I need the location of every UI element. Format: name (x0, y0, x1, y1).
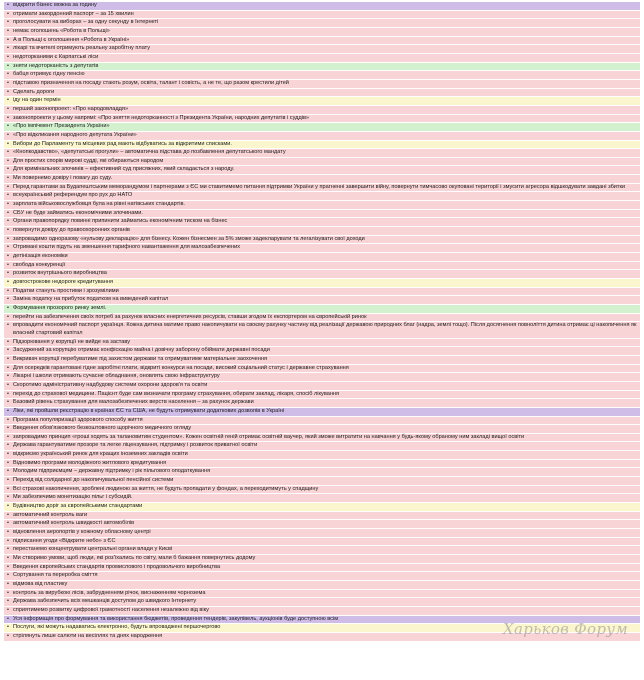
list-item-text: Формування прозорого ринку землі. (13, 304, 107, 311)
list-item-text: проголосувати на виборах – за одну секунду в Інтернеті (13, 19, 159, 26)
list-item-text: всеукраїнський референдум про рух до НАТО (13, 192, 133, 199)
bullet-icon: • (7, 537, 9, 544)
list-item-text: Програма популяризації здорового способу життя (13, 416, 143, 423)
list-item-text: А в Польщі є оголошення «Робота в Україні» (13, 36, 130, 43)
bullet-icon: • (7, 131, 9, 138)
list-item (4, 115, 640, 124)
list-item (4, 192, 640, 201)
bullet-icon: • (7, 425, 9, 432)
bullet-icon: • (7, 304, 9, 311)
list-item (4, 607, 640, 616)
list-item (4, 581, 640, 590)
bullet-icon: • (7, 19, 9, 26)
bullet-icon: • (7, 270, 9, 277)
list-item (4, 546, 640, 555)
bullet-icon: • (7, 451, 9, 458)
list-item (4, 218, 640, 227)
bullet-icon: • (7, 503, 9, 510)
list-item (4, 365, 640, 374)
bullet-icon: • (7, 381, 9, 388)
list-item-text: Для осередків гарантовані гідне заробітні плати, відкриті конкурси на посади, високий соціальний статус і державне страхування (13, 364, 349, 371)
bullet-icon: • (7, 589, 9, 596)
bullet-icon: • (7, 2, 9, 8)
list-item-text: автоматичний контроль ваги (13, 511, 88, 518)
list-item-text: «Про імпічмент Президента України» (13, 123, 110, 130)
bullet-icon: • (7, 201, 9, 208)
bullet-icon: • (7, 520, 9, 527)
bullet-icon: • (7, 27, 9, 34)
list-item (4, 399, 640, 408)
list-item-text: перестанемо концентрувати центральні органи влади у Києві (13, 546, 173, 553)
list-item-text: СБУ не буде займатись економічними злочинами. (13, 209, 143, 216)
list-item-text: Будівництво доріг за європейськими стандартами (13, 503, 143, 510)
bullet-icon: • (7, 36, 9, 43)
bullet-icon: • (7, 322, 9, 329)
list-item (4, 434, 640, 443)
list-item (4, 201, 640, 210)
bullet-icon: • (7, 244, 9, 251)
list-item-text: Базовий рівень страхування для малозабезпечених верств населення – за рахунок держави (13, 399, 254, 406)
list-item (4, 166, 640, 175)
bullet-icon: • (7, 477, 9, 484)
list-item-text: Послуги, які можуть надаватись електронно, будуть впроваджені першочергово (13, 624, 221, 631)
list-item-text: Заміна податку на прибуток податком на виведений капітал (13, 296, 169, 303)
list-item-text: розвиток внутрішнього виробництва (13, 270, 107, 277)
list-item-text: автоматичний контроль швидкості автомобілів (13, 520, 135, 527)
bullet-icon: • (7, 97, 9, 104)
list-item-text: Перед гарантами за Будапештським меморандумом і партнерами з ЄС ми ставитимемо питання підтримки України у прагненні завершити війну, повернути тимчасово окуповані території і змусити агресора відшкодувати завдані збитки (13, 183, 626, 190)
bullet-icon: • (7, 632, 9, 639)
list-item-text: Підзорювання у корупції не вийде на заставу (13, 338, 131, 345)
list-item-text: підписання угоди «Відкрите небо» з ЄС (13, 537, 116, 544)
list-item (4, 339, 640, 348)
list-item-text: відмова від пластику (13, 580, 68, 587)
list-item-text: сприятимемо розвитку цифрової грамотності населення незалежно від віку (13, 606, 209, 613)
bullet-icon: • (7, 157, 9, 164)
watermark: Харьков Форум (503, 620, 628, 638)
list-item (4, 141, 640, 150)
list-item (4, 106, 640, 115)
list-item (4, 45, 640, 54)
list-item (4, 503, 640, 512)
bullet-icon: • (7, 598, 9, 605)
list-item (4, 494, 640, 503)
list-item (4, 391, 640, 400)
list-item (4, 347, 640, 356)
bullet-icon: • (7, 279, 9, 285)
list-item-text: Для кримінальних злочинів – ефективний суд присяжних, який складається з народу. (13, 166, 235, 173)
list-item (4, 236, 640, 245)
list-item (4, 19, 640, 28)
list-item (4, 253, 640, 262)
bullet-icon: • (7, 287, 9, 294)
bullet-icon: • (7, 105, 9, 112)
bullet-icon: • (7, 546, 9, 553)
bullet-icon: • (7, 192, 9, 199)
list-item-text: перший законопроект: «Про народовладдя» (13, 105, 129, 112)
list-item (4, 442, 640, 451)
list-item-text: свобода конкуренції (13, 261, 66, 268)
list-item-text: повернути довіру до правоохоронних органів (13, 227, 130, 234)
list-item (4, 227, 640, 236)
list-item-text: іду на один термін (13, 97, 61, 104)
bullet-icon: • (7, 347, 9, 354)
list-item (4, 270, 640, 279)
list-item-text: Введення європейських стандартів промислового і продовольчого виробництва (13, 563, 221, 570)
list-item (4, 322, 640, 338)
list-item (4, 37, 640, 46)
bullet-icon: • (7, 149, 9, 156)
bullet-icon: • (7, 218, 9, 225)
list-item-text: немає оголошень «Робота в Польщі» (13, 27, 110, 34)
list-item-text: запровадимо одноразову «нульову декларацію» для бізнесу. Кожен бізнесмен за 5% зможе задекларувати та легалізувати свої доходи (13, 235, 365, 242)
list-item (4, 123, 640, 132)
bullet-icon: • (7, 529, 9, 536)
list-item (4, 590, 640, 599)
list-item-text: Скоротимо адміністративну надбудову системи охорони здоров'я та освіти (13, 381, 208, 388)
bullet-icon: • (7, 606, 9, 613)
bullet-icon: • (7, 88, 9, 95)
list-item-text: Отримані кошти підуть на зменшення тарифного навантаження для малозабезпечених (13, 244, 240, 251)
bullet-icon: • (7, 227, 9, 234)
bullet-icon: • (7, 390, 9, 397)
bullet-icon: • (7, 511, 9, 518)
list-item (4, 296, 640, 305)
bullet-icon: • (7, 407, 9, 414)
bullet-icon: • (7, 235, 9, 242)
bullet-icon: • (7, 459, 9, 466)
list-item-text: зарплата військовослужбовця була на рівні натівських стандартів. (13, 201, 185, 208)
list-item (4, 572, 640, 581)
list-item (4, 425, 640, 434)
list-item-text: Відновимо програми молодіжного житлового кредитування (13, 459, 167, 466)
list-item-text: «Кнопкодавство», «депутатські прогули» – автоматична підстава до позбавлення депутатського мандату (13, 149, 286, 156)
list-item-text: відкриємо український ринок для кращих іноземних закладів освіти (13, 451, 188, 458)
list-item (4, 356, 640, 365)
list-item-text: контроль за вирубкою лісів, забрудненням річок, виснаженням чорнозема (13, 589, 206, 596)
bullet-icon: • (7, 209, 9, 216)
list-item-text: запровадимо принцип «гроші ходять за талановитим студентом». Кожен освітній геній отримає освітній ваучер, який зможе витратити на навчання у будь-якому обраному ним закладі вищої освіти (13, 433, 525, 440)
list-item (4, 417, 640, 426)
list-item (4, 598, 640, 607)
bullet-icon: • (7, 555, 9, 561)
list-item-text: Уся інформація про формування та використання бюджетів, проведення тендерів, закупівель, аукціонів буде доступною всім (13, 615, 339, 622)
list-item-text: детінізація економіки (13, 253, 68, 260)
list-item (4, 97, 640, 106)
list-item-text: Лікарні і школи отримають сучасне обладнання, оновлять свою інфраструктуру (13, 373, 220, 380)
list-item-text: підставою призначення на посаду стають розум, освіта, талант і совість, а не те, що разом крестили дітей (13, 79, 289, 86)
list-item-text: Держава забезпечить всіх мешканців доступом до швидкого Інтернету (13, 598, 197, 605)
bullet-icon: • (7, 442, 9, 449)
list-item-text: перехід до страхової медицини. Пацієнт буде сам визначати програму страхування, обирати заклад, лікаря, спосіб лікування (13, 390, 340, 397)
list-item-text: відновлення аеропортів у кожному обласному центрі (13, 529, 151, 536)
bullet-icon: • (7, 79, 9, 86)
bullet-icon: • (7, 183, 9, 190)
list-item (4, 71, 640, 80)
bullet-icon: • (7, 175, 9, 182)
list-item-text: Держава гарантуватиме прозоре та легке ліцензування, підтримку і розвиток приватної освіти (13, 442, 258, 449)
bullet-icon: • (7, 416, 9, 423)
list-item-text: Ми забезпечимо монетизацію пільг і субсидій. (13, 494, 133, 501)
list-item (4, 11, 640, 20)
list-item (4, 555, 640, 564)
bullet-icon: • (7, 62, 9, 69)
list-item (4, 149, 640, 158)
bullet-icon: • (7, 140, 9, 147)
list-item-text: Викривач корупції перебуватиме під захистом держави та отримуватиме матеріальне заохочення (13, 355, 267, 362)
bullet-icon: • (7, 313, 9, 320)
list-item-text: Ми створимо умови, щоб люди, які роз'їхались по світу, мали б бажання повернутись додому (13, 555, 256, 561)
list-item-text: Для простих спорів мирові судді, які обираються народом (13, 157, 164, 164)
list-item-text: Податки стануть простими і зрозумілими (13, 287, 119, 294)
list-item (4, 288, 640, 297)
list-item-text: «Про відкликання народного депутата України» (13, 131, 137, 138)
list-item (4, 451, 640, 460)
list-item-text: впровадити економічний паспорт українця. Кожна дитина матиме право накопичувати на своєму рахунку частину від реалізації державою природних благ (надра, землі тощо). Після досягнення повноліття дитина отримає ці накопичення як власний стартовий капітал (13, 322, 637, 336)
list-item-text: Засуджений за корупцію отримає конфіскацію майна і довічну заборону обіймати державні посади (13, 347, 270, 354)
bullet-icon: • (7, 468, 9, 475)
list-item-text: зняти недоторканість з депутатів (13, 62, 99, 69)
list-item-text: отримати закордонний паспорт – за 15 хвилин (13, 10, 134, 17)
list-item (4, 262, 640, 271)
promise-list (4, 2, 640, 642)
bullet-icon: • (7, 296, 9, 303)
list-item (4, 54, 640, 63)
bullet-icon: • (7, 624, 9, 631)
bullet-icon: • (7, 10, 9, 17)
list-item-text: Органи правопорядку повинні припинити займатись економічним тиском на бізнес (13, 218, 228, 225)
list-item (4, 314, 640, 323)
list-item (4, 63, 640, 72)
bullet-icon: • (7, 494, 9, 501)
bullet-icon: • (7, 399, 9, 406)
list-item-text: довгострокове недороге кредитування (13, 279, 113, 285)
list-item (4, 244, 640, 253)
list-item-text: Ліки, які пройшли реєстрацію в країнах ЄС та США, не будуть отримувати додаткових дозволів в Україні (13, 407, 285, 414)
list-item (4, 408, 640, 417)
list-item-text: Перехід від солідарної до накопичувальної пенсійної системи (13, 477, 174, 484)
bullet-icon: • (7, 580, 9, 587)
list-item (4, 89, 640, 98)
list-item-text: Введення обов'язкового безкоштовного щорічного медичного огляду (13, 425, 192, 432)
list-item (4, 28, 640, 37)
list-item (4, 279, 640, 288)
list-item-text: лікарі та вчителі отримують реальну заробітну плату (13, 45, 151, 52)
bullet-icon: • (7, 572, 9, 579)
bullet-icon: • (7, 373, 9, 380)
bullet-icon: • (7, 71, 9, 78)
bullet-icon: • (7, 261, 9, 268)
list-item (4, 477, 640, 486)
list-item-text: Молодим підприємцям – державну підтримку і рік пільгового оподаткування (13, 468, 211, 475)
bullet-icon: • (7, 123, 9, 130)
list-item (4, 468, 640, 477)
bullet-icon: • (7, 485, 9, 492)
list-item (4, 80, 640, 89)
list-item-text: Сделать дороги (13, 88, 55, 95)
list-item-text: стрілянуть лише салюти на весіллях та днях народження (13, 632, 163, 639)
list-item-text: Ми повернемо довіру і повагу до суду. (13, 175, 113, 182)
list-item (4, 520, 640, 529)
list-item-text: Вибори до Парламенту та місцевих рад мають відбуватись за відкритими списками. (13, 140, 232, 147)
bullet-icon: • (7, 433, 9, 440)
list-item (4, 175, 640, 184)
bullet-icon: • (7, 615, 9, 622)
list-item (4, 373, 640, 382)
list-item (4, 538, 640, 547)
list-item-text: перейти на забезпечення своїх потреб за рахунок власних енергетичних ресурсів, ставши згодом їх експортером на європейській ринок (13, 313, 367, 320)
bullet-icon: • (7, 114, 9, 121)
list-item-text: бабця отримує гідну пенсію (13, 71, 85, 78)
list-item-text: законопроекти у цьому напрямі: «Про зняття недоторканності з Президента України, народних депутатів і суддів» (13, 114, 310, 121)
bullet-icon: • (7, 563, 9, 570)
bullet-icon: • (7, 355, 9, 362)
list-item-text: недоторканими є Карпатські ліси (13, 53, 99, 60)
list-item (4, 382, 640, 391)
bullet-icon: • (7, 364, 9, 371)
bullet-icon: • (7, 53, 9, 60)
list-item-text: відкрити бізнес можна за годину (13, 2, 97, 8)
list-item (4, 305, 640, 314)
list-item-text: Сортування та переробка сміття (13, 572, 98, 579)
list-item-text: Всі страхові накопичення, зроблені людиною за життя, не будуть пропадати у фондах, а переходитимуть у спадщину (13, 485, 319, 492)
list-item (4, 529, 640, 538)
list-item (4, 132, 640, 141)
bullet-icon: • (7, 338, 9, 345)
bullet-icon: • (7, 253, 9, 260)
list-item (4, 564, 640, 573)
list-item (4, 2, 640, 11)
bullet-icon: • (7, 166, 9, 173)
list-item (4, 460, 640, 469)
bullet-icon: • (7, 45, 9, 52)
